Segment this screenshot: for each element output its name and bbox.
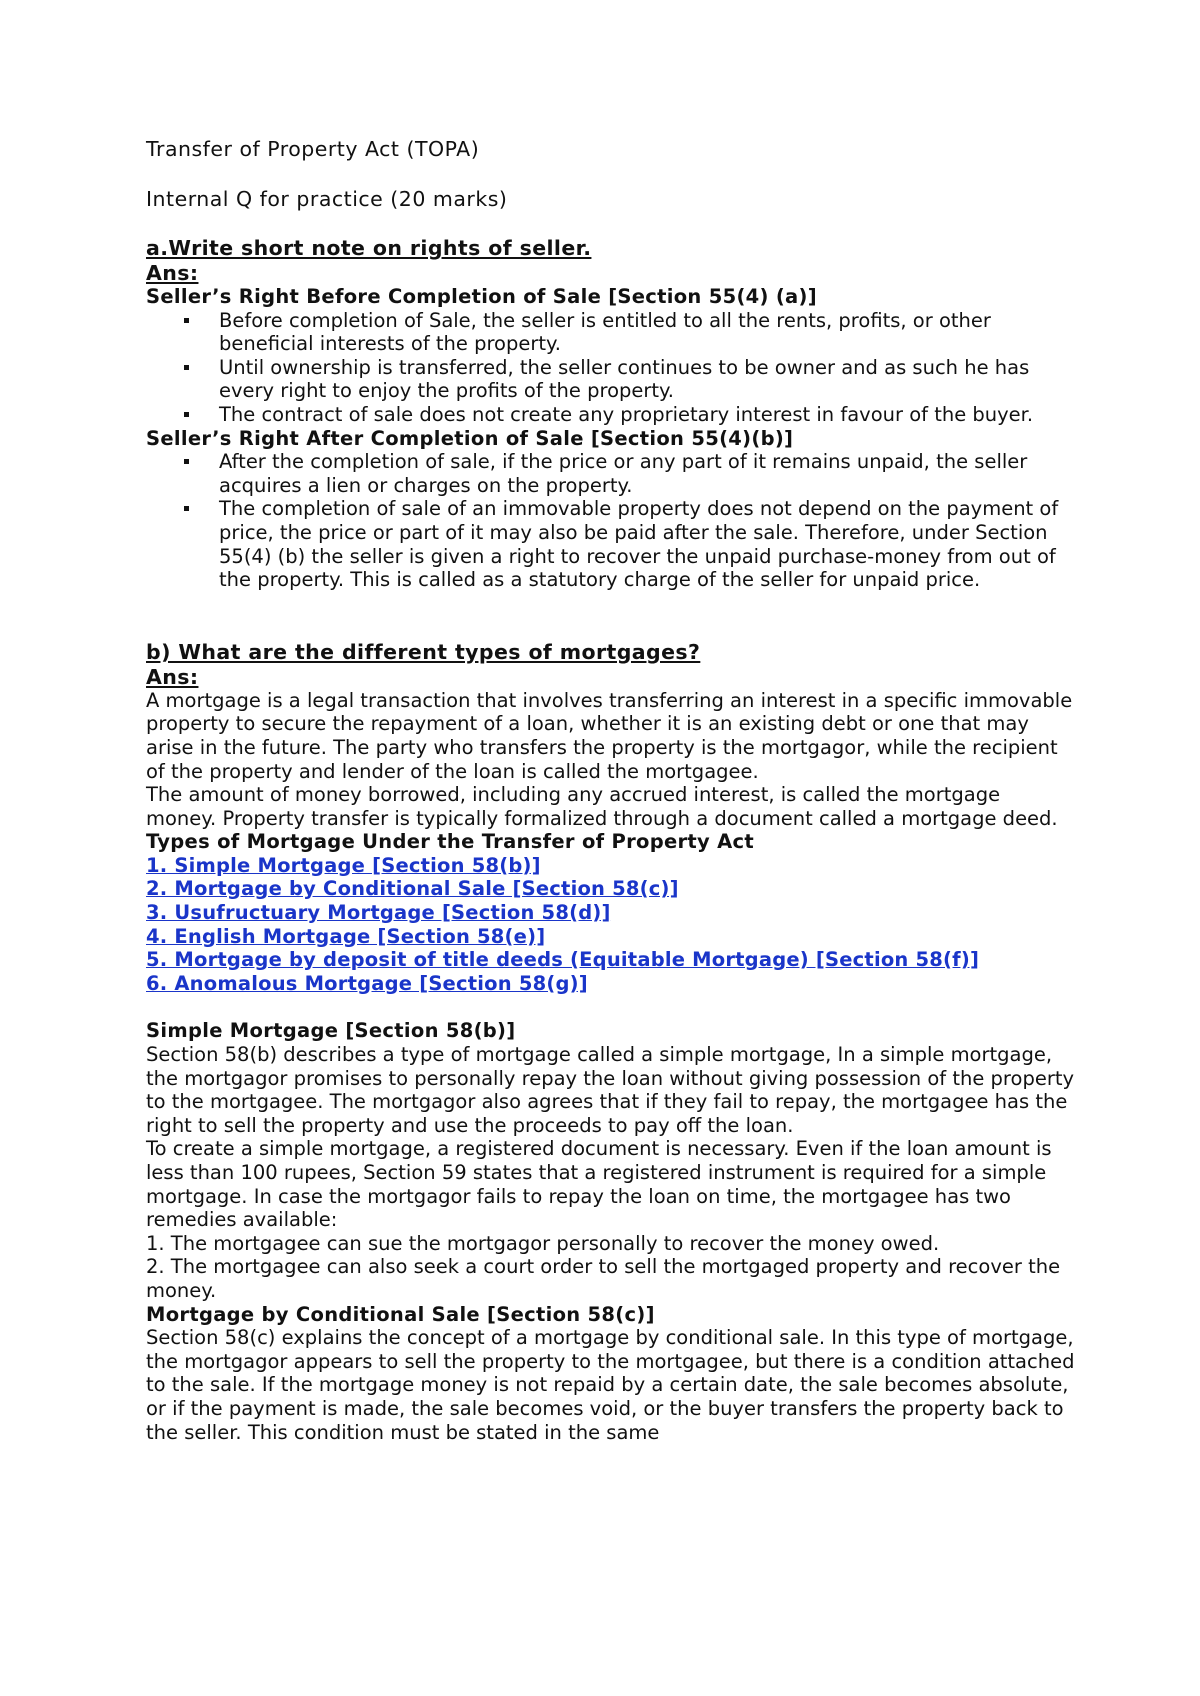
simple-mortgage-remedy-2: 2. The mortgagee can also seek a court order to sell the mortgaged property and recover the money. xyxy=(146,1255,1061,1302)
mortgage-money-paragraph: The amount of money borrowed, including any accrued interest, is called the mortgage money. Property transfer is typically formalized through a document called a mortgage deed. xyxy=(146,783,1058,830)
link-anomalous-mortgage[interactable]: 6. Anomalous Mortgage [Section 58(g)] xyxy=(146,971,588,995)
question-a-answer-label: Ans: xyxy=(146,261,199,285)
mortgage-types-heading: Types of Mortgage Under the Transfer of Property Act xyxy=(146,830,755,854)
list-item: After the completion of sale, if the price or any part of it remains unpaid, the seller acquires a lien or charges on the property. xyxy=(146,450,1076,497)
question-b-heading: b) What are the different types of mortgages? xyxy=(146,639,701,664)
square-bullet-icon xyxy=(184,365,189,370)
question-b-answer-label: Ans: xyxy=(146,664,199,689)
mortgage-types-links xyxy=(146,854,1076,996)
link-equitable-mortgage[interactable]: 5. Mortgage by deposit of title deeds (Equitable Mortgage) [Section 58(f)] xyxy=(146,948,980,972)
seller-right-before-heading: Seller’s Right Before Completion of Sale [Section 55(4) (a)] xyxy=(146,285,817,308)
conditional-sale-heading: Mortgage by Conditional Sale [Section 58(c)] xyxy=(146,1302,655,1326)
link-english-mortgage[interactable]: 4. English Mortgage [Section 58(e)] xyxy=(146,924,546,948)
seller-right-after-heading: Seller’s Right After Completion of Sale [Section 55(4)(b)] xyxy=(146,426,794,450)
link-usufructuary-mortgage[interactable]: 3. Usufructuary Mortgage [Section 58(d)] xyxy=(146,901,611,925)
list-item: The contract of sale does not create any proprietary interest in favour of the buyer. xyxy=(146,403,1076,427)
square-bullet-icon xyxy=(184,412,189,417)
simple-mortgage-paragraph-2: To create a simple mortgage, a registered document is necessary. Even if the loan amount is less than 100 rupees, Section 59 states that a registered instrument is required for a simple mortgage. In case the mortgagor fails to repay the loan on time, the mortgagee has two remedies available: xyxy=(146,1137,1052,1232)
simple-mortgage-heading: Simple Mortgage [Section 58(b)] xyxy=(146,1019,516,1043)
seller-right-before-list xyxy=(146,309,1076,427)
list-item: The completion of sale of an immovable property does not depend on the payment of price, the price or part of it may also be paid after the sale. Therefore, under Section 55(4) (b) the seller is given a right to recover the unpaid purchase-money from out of the property. This is called as a statutory charge of the seller for unpaid price. xyxy=(146,497,1076,591)
document-title: Transfer of Property Act (TOPA) xyxy=(146,137,480,161)
link-conditional-sale-mortgage[interactable]: 2. Mortgage by Conditional Sale [Section 58(c)] xyxy=(146,877,679,901)
simple-mortgage-remedy-1: 1. The mortgagee can sue the mortgagor personally to recover the money owed. xyxy=(146,1231,940,1255)
square-bullet-icon xyxy=(184,318,189,323)
square-bullet-icon xyxy=(184,459,189,464)
document-body xyxy=(146,136,1076,1444)
link-simple-mortgage[interactable]: 1. Simple Mortgage [Section 58(b)] xyxy=(146,853,541,877)
list-item: Before completion of Sale, the seller is entitled to all the rents, profits, or other beneficial interests of the property. xyxy=(146,309,1076,356)
mortgage-intro-paragraph: A mortgage is a legal transaction that involves transferring an interest in a specific immovable property to secure the repayment of a loan, whether it is an existing debt or one that may arise in the future. The party who transfers the property is the mortgagor, while the recipient of the property and lender of the loan is called the mortgagee. xyxy=(146,688,1073,783)
simple-mortgage-paragraph-1: Section 58(b) describes a type of mortgage called a simple mortgage, In a simple mortgage, the mortgagor promises to personally repay the loan without giving possession of the property to the mortgagee. The mortgagor also agrees that if they fail to repay, the mortgagee has the right to sell the property and use the proceeds to pay off the loan. xyxy=(146,1043,1075,1137)
list-item: Until ownership is transferred, the seller continues to be owner and as such he has every right to enjoy the profits of the property. xyxy=(146,356,1076,403)
square-bullet-icon xyxy=(184,506,189,511)
seller-right-after-list xyxy=(146,450,1076,592)
document-subtitle: Internal Q for practice (20 marks) xyxy=(146,187,508,211)
conditional-sale-paragraph: Section 58(c) explains the concept of a mortgage by conditional sale. In this type of mortgage, the mortgagor appears to sell the property to the mortgagee, but there is a condition attached to the sale. If the mortgage money is not repaid by a certain date, the sale becomes absolute, or if the payment is made, the sale becomes void, or the buyer transfers the property back to the seller. This condition must be stated in the same xyxy=(146,1326,1075,1444)
question-a-heading: a.Write short note on rights of seller. xyxy=(146,236,592,260)
